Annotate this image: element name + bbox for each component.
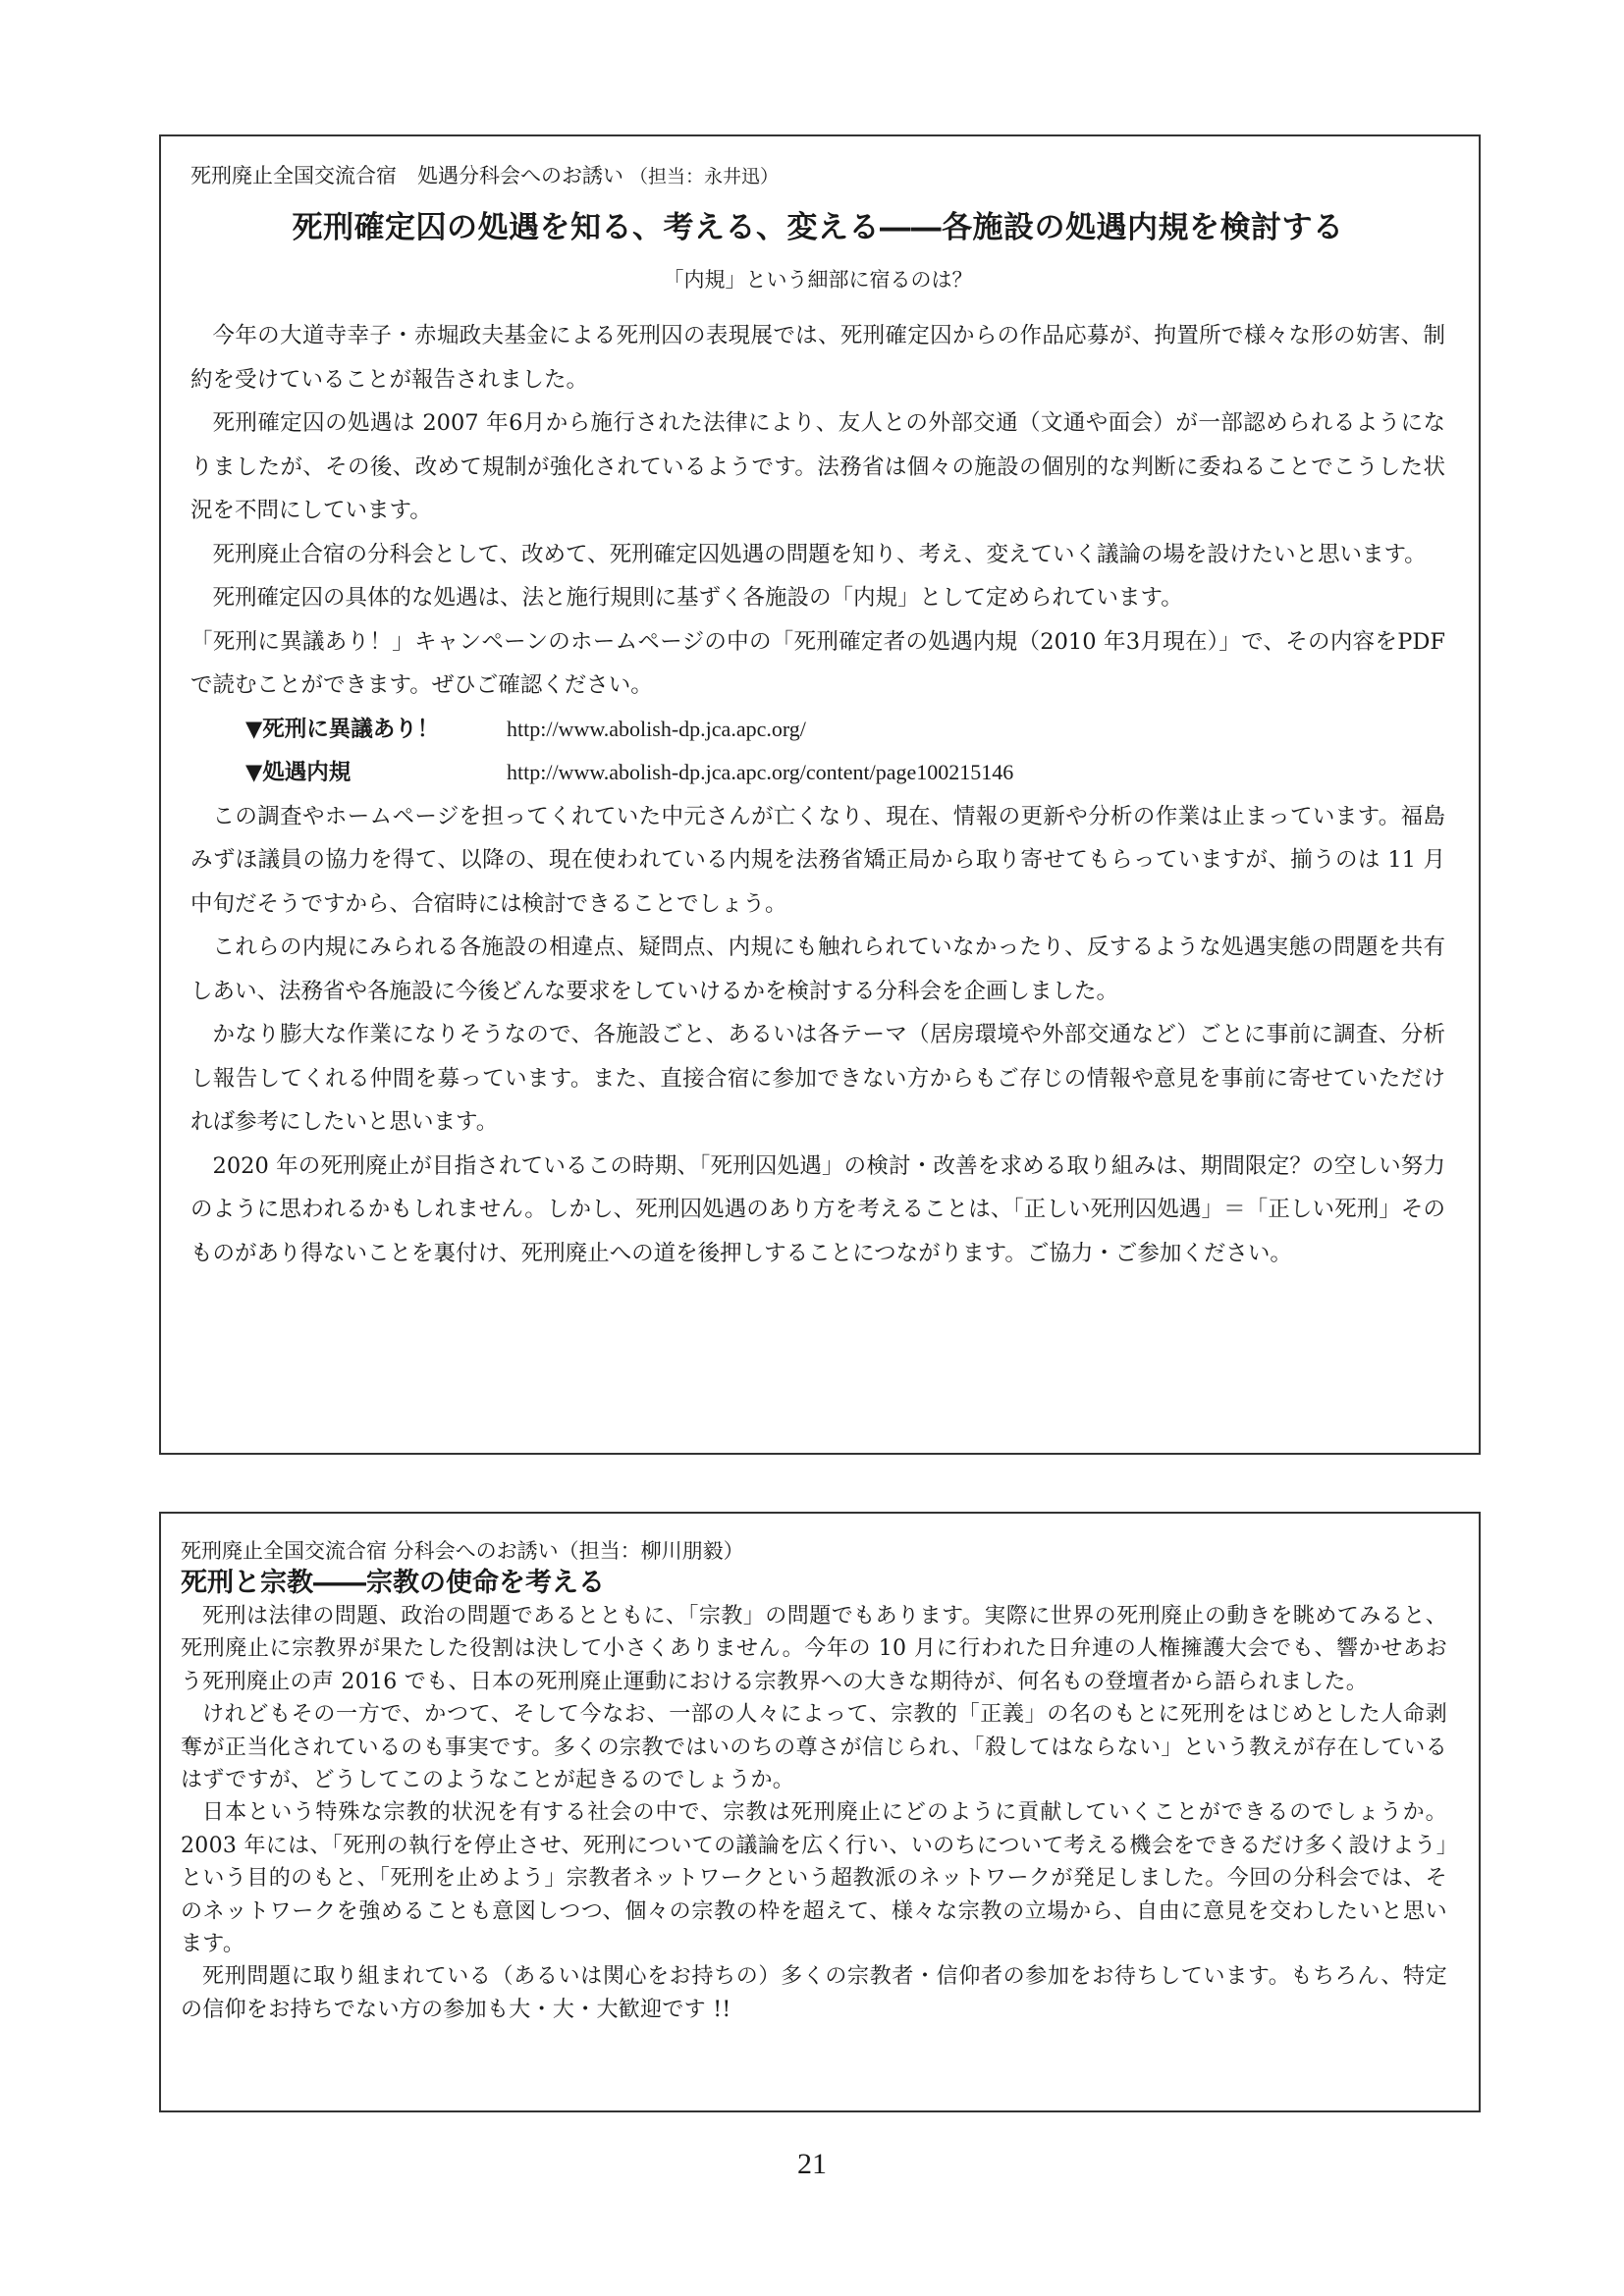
link-row-rules — [190, 751, 1445, 795]
link-label: ▼処遇内規 — [245, 760, 352, 785]
section-box-religion — [159, 1512, 1481, 2112]
link-row-campaign — [190, 708, 1445, 752]
paragraph: この調査やホームページを担ってくれていた中元さんが亡くなり、現在、情報の更新や分析の作業は止まっています。福島みずほ議員の協力を得て、以降の、現在使われている内規を法務省矯正局から取り寄せてもらっていますが、揃うのは 11 月中旬だそうですから、合宿時には検討できることでしょう。 — [190, 803, 1445, 917]
paragraph: 「死刑に異議あり！」キャンペーンのホームページの中の「死刑確定者の処遇内規（2010 年3月現在）」で、その内容をPDFで読むことができます。ぜひご確認ください。 — [190, 628, 1445, 698]
invite-line — [190, 160, 1445, 192]
paragraph: 今年の大道寺幸子・赤堀政夫基金による死刑囚の表現展では、死刑確定囚からの作品応募が、拘置所で様々な形の妨害、制約を受けていることが報告されました。 — [190, 323, 1445, 393]
section-subtitle: 「内規」という細部に宿るのは？ — [663, 268, 973, 292]
organizer-name: （担当：永井迅） — [629, 166, 780, 187]
section-box-treatment — [159, 134, 1481, 1455]
link-url[interactable]: http://www.abolish-dp.jca.apc.org/ — [507, 716, 806, 741]
invite-line: 死刑廃止全国交流合宿 分科会へのお誘い（担当：柳川朋毅） — [181, 1539, 744, 1563]
paragraph: 日本という特殊な宗教的状況を有する社会の中で、宗教は死刑廃止にどのように貢献していくことができるのでしょうか。2003 年には、「死刑の執行を停止させ、死刑についての議論を広く行い、いのちについて考える機会をできるだけ多く設けよう」という目的のもと、「死刑を止めよう」宗教者ネットワークという超教派のネットワークが発足しました。今回の分科会では、そのネットワークを強めることも意図しつつ、個々の宗教の枠を超えて、様々な宗教の立場から、自由に意見を交わしたいと思います。 — [181, 1800, 1447, 1957]
paragraph: かなり膨大な作業になりそうなので、各施設ごと、あるいは各テーマ（居房環境や外部交通など）ごとに事前に調査、分析し報告してくれる仲間を募っています。また、直接合宿に参加できない方からもご存じの情報や意見を事前に寄せていただければ参考にしたいと思います。 — [190, 1022, 1445, 1135]
link-url[interactable]: http://www.abolish-dp.jca.apc.org/content/page100215146 — [507, 760, 1014, 784]
section-title: 死刑と宗教――宗教の使命を考える — [181, 1568, 605, 1598]
paragraph: 死刑は法律の問題、政治の問題であるとともに、「宗教」の問題でもあります。実際に世界の死刑廃止の動きを眺めてみると、死刑廃止に宗教界が果たした役割は決して小さくありません。今年の 10 月に行われた日弁連の人権擁護大会でも、響かせあおう死刑廃止の声 2016 でも、日本の死刑廃止運動における宗教界への大きな期待が、何名もの登壇者から語られました。 — [181, 1604, 1447, 1694]
paragraph: 2020 年の死刑廃止が目指されているこの時期、「死刑囚処遇」の検討・改善を求める取り組みは、期間限定？の空しい努力のように思われるかもしれません。しかし、死刑囚処遇のあり方を考えることは、「正しい死刑囚処遇」＝「正しい死刑」そのものがあり得ないことを裏付け、死刑廃止への道を後押しすることにつながります。ご協力・ご参加ください。 — [190, 1152, 1445, 1266]
paragraph: 死刑廃止合宿の分科会として、改めて、死刑確定囚処遇の問題を知り、考え、変えていく議論の場を設けたいと思います。 — [212, 541, 1427, 567]
invite-text: 死刑廃止全国交流合宿 処遇分科会へのお誘い — [190, 164, 623, 187]
link-label: ▼死刑に異議あり！ — [245, 716, 440, 742]
paragraph: 死刑確定囚の具体的な処遇は、法と施行規則に基ずく各施設の「内規」として定められています。 — [212, 585, 1183, 611]
section-title: 死刑確定囚の処遇を知る、考える、変える――各施設の処遇内規を検討する — [292, 210, 1344, 245]
paragraph: けれどもその一方で、かつて、そして今なお、一部の人々によって、宗教的「正義」の名のもとに死刑をはじめとした人命剥奪が正当化されているのも事実です。多くの宗教ではいのちの尊さが信じられ、「殺してはならない」という教えが存在しているはずですが、どうしてこのようなことが起きるのでしょうか。 — [181, 1702, 1447, 1793]
paragraph: 死刑確定囚の処遇は 2007 年6月から施行された法律により、友人との外部交通（文通や面会）が一部認められるようになりましたが、その後、改めて規制が強化されているようです。法務省は個々の施設の個別的な判断に委ねることでこうした状況を不問にしています。 — [190, 410, 1445, 523]
page-number: 21 — [797, 2148, 827, 2180]
paragraph: 死刑問題に取り組まれている（あるいは関心をお持ちの）多くの宗教者・信仰者の参加をお待ちしています。もちろん、特定の信仰をお持ちでない方の参加も大・大・大歓迎です !! — [181, 1964, 1447, 2022]
paragraph: これらの内規にみられる各施設の相違点、疑問点、内規にも触れられていなかったり、反するような処遇実態の問題を共有しあい、法務省や各施設に今後どんな要求をしていけるかを検討する分科会を企画しました。 — [190, 934, 1445, 1004]
